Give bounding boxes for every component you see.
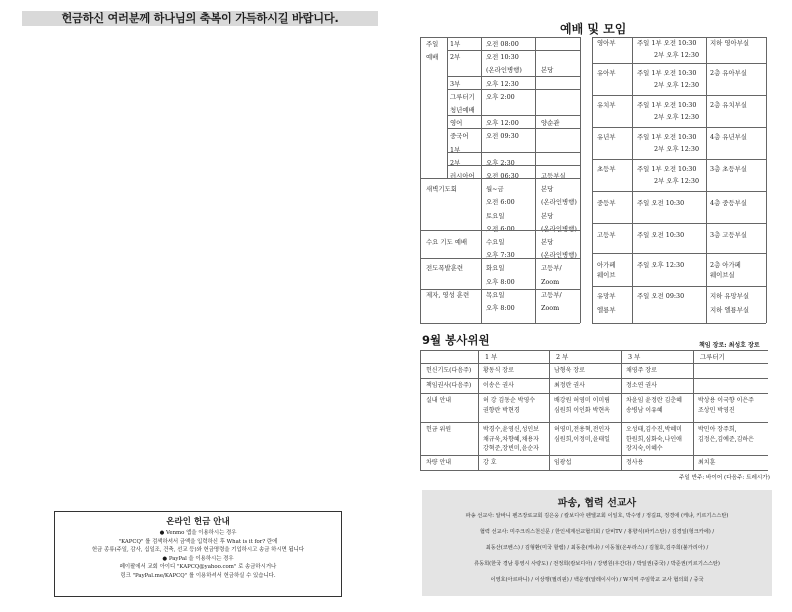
online-offering-line: 헌금 종류(주일, 감사, 십일조, 건축, 선교 등)와 헌금명령을 기입하시고 송금 하시면 됩니다 (91, 547, 305, 554)
volunteer-cell: 남형욱 장로 (554, 367, 585, 374)
mission-line: 이영호(아르파니) / 이상행(필리핀) / 백운영(알레이시아) / W지역 주임학교 교사 협의회 / 중국 (490, 577, 704, 583)
worship-cell: 유아부 (597, 69, 616, 77)
worship-cell: 3부 (450, 79, 461, 88)
worship-cell: 오전 06:30 (486, 172, 519, 180)
volunteer-header: 3 부 (628, 353, 641, 361)
table-rule (592, 286, 766, 287)
mission-line: 최동산(코벤스) / 김형환(미국 할렘) / 최동훈(케냐) / 이동철(온두라스) / 김철호,김주희(불가리아) / (485, 545, 709, 551)
online-offering-line: ● PayPal 을 이용하시는 경우 (162, 555, 234, 562)
worship-cell: 중등부 (597, 199, 616, 207)
worship-cell: 주일 오전 10:30 (637, 231, 685, 239)
table-rule (632, 37, 633, 323)
worship-cell: 웨이브실 (710, 271, 735, 279)
volunteer-header: 그루터기 (700, 353, 725, 361)
volunteer-cell: 정사용 (626, 459, 644, 466)
worship-cell: 고등부실 (541, 172, 566, 180)
volunteer-cell: 이송은 권사 (483, 382, 514, 389)
volunteer-cell: 임광섭 (554, 459, 572, 466)
worship-cell: 오후 7:30 (486, 251, 515, 260)
table-rule (420, 455, 768, 456)
worship-cell: 오후 8:00 (486, 277, 515, 286)
table-rule (447, 89, 580, 90)
table-rule (693, 350, 694, 470)
worship-cell: 제자, 영성 훈련 (426, 290, 470, 299)
worship-cell: 오전 6:00 (486, 224, 515, 233)
worship-cell: 주일 1부 오전 10:30 (637, 69, 697, 77)
worship-cell: 2부 (450, 53, 461, 62)
table-rule (420, 289, 580, 290)
worship-cell: 2부 오후 12:30 (654, 81, 700, 89)
table-rule (549, 350, 550, 470)
volunteer-cell: 강 호 (483, 459, 497, 466)
volunteer-row-label: 책임권사(다음주) (426, 382, 472, 389)
worship-cell: (온라인병행) (541, 251, 577, 260)
worship-cell: 아가페 (597, 261, 616, 269)
worship-cell: 오후 12:00 (486, 119, 519, 128)
worship-cell: 오전 10:30 (486, 53, 519, 62)
worship-cell: 고등부/ (541, 290, 562, 299)
worship-cell: 주일 1부 오전 10:30 (637, 165, 697, 173)
online-offering-line: ● Venmo 앱을 이용하시는 경우 (159, 530, 237, 536)
online-offering-line: "KAPCQ" 를 검색하셔서 금액을 입력하신 후 What is it for? 란에 (118, 538, 278, 545)
table-rule (420, 350, 768, 351)
worship-cell: 화요일 (486, 264, 505, 273)
table-rule (420, 422, 768, 423)
worship-cell: Zoom (541, 304, 560, 312)
worship-cell: 주일 1부 오전 10:30 (637, 101, 697, 109)
worship-cell: 2부 오후 12:30 (654, 51, 700, 59)
missionaries-box (422, 490, 772, 596)
table-rule (420, 363, 768, 364)
table-rule (592, 253, 766, 254)
worship-cell: 본당 (541, 185, 554, 194)
worship-cell: 토요일 (486, 211, 505, 220)
volunteer-cell: 배강원 허영미 이미림 심원희 이인화 박현옥 (554, 397, 610, 414)
table-rule (766, 37, 767, 323)
table-rule (621, 350, 622, 470)
worship-cell: 오후 2:00 (486, 92, 515, 101)
table-rule (420, 258, 580, 259)
table-rule (580, 37, 581, 323)
worship-cell: 4층 중등부실 (710, 199, 747, 207)
mission-line: 파송 선교사: 알바니 펜즈장로교회 김은웅 / 칼보디아 펜엘교회 이일호, 박수영 / 정길표, 정경애 (케냐, 키르기스스탄) (465, 513, 729, 519)
worship-cell: 1부 (450, 145, 461, 154)
worship-cell: 그루터기 (450, 92, 475, 101)
worship-cell: 엘룡부 (597, 306, 616, 314)
table-rule (420, 470, 768, 471)
volunteer-cell: 차윤임 윤정란 김춘혜 송병남 이유혜 (626, 397, 682, 414)
worship-cell: 본당 (541, 238, 554, 246)
table-rule (420, 178, 580, 179)
worship-cell: 초등부 (597, 165, 616, 173)
worship-cell: 2층 유아부실 (710, 69, 747, 77)
responsible-elder: 책임 장로: 최성호 장로 (699, 342, 760, 349)
mission-line: 류동희(한국 경남 통영시 사량도) / 전정희(캄보디아) / 강병원(우간다) / 박일권(중국) / 박준권(키르기스스탄) (474, 561, 720, 567)
volunteer-row-label: 헌금 위원 (426, 426, 452, 433)
volunteer-header: 2 부 (556, 353, 569, 361)
table-rule (592, 127, 766, 128)
online-offering-line: 링크 "PayPal.me/KAPCQ" 를 이용하셔서 헌금하실 수 있습니다. (120, 572, 276, 579)
volunteer-header: 1 부 (485, 353, 498, 361)
table-rule (535, 37, 536, 323)
worship-cell: Zoom (541, 277, 560, 286)
table-rule (447, 115, 580, 116)
table-rule (706, 37, 707, 323)
worship-cell: 2부 오후 12:30 (654, 145, 700, 153)
table-rule (592, 63, 766, 64)
worship-cell: 2부 (450, 158, 461, 167)
table-rule (592, 223, 766, 224)
volunteer-cell: 정소연 권사 (626, 382, 657, 389)
worship-cell: 지하 영아부실 (710, 39, 750, 47)
volunteer-row-label: 실내 안내 (426, 397, 452, 404)
worship-cell: 유년부 (597, 133, 616, 141)
worship-cell: (온라인병행) (541, 198, 577, 207)
volunteer-cell: 황동식 장로 (483, 367, 514, 374)
offering-blessing-banner: 헌금하신 여러분께 하나님의 축복이 가득하시길 바랍니다. (22, 11, 378, 26)
worship-cell: 주일 오전 09:30 (637, 292, 685, 300)
worship-cell: 목요일 (486, 290, 505, 299)
volunteer-cell: 최정란 권사 (554, 382, 585, 389)
online-offering-line: 페이팔에서 교회 아이디 "KAPCQ@yahoo.com" 로 송금하시거나 (119, 564, 277, 571)
table-rule (420, 323, 580, 324)
worship-cell: 2층 아가페 (710, 261, 741, 269)
volunteers-section-title: 9월 봉사위원 (422, 333, 490, 347)
worship-cell: 지하 유망부실 (710, 292, 750, 300)
volunteer-cell: 허 강 김동순 박영수 권향란 박현경 (483, 397, 536, 414)
online-offering-title: 온라인 헌금 안내 (166, 517, 230, 527)
worship-cell: 오후 8:00 (486, 304, 515, 312)
worship-cell: 유치부 (597, 101, 616, 109)
worship-section-title: 예배 및 모임 (560, 22, 627, 36)
worship-cell: 2층 유치부실 (710, 101, 747, 109)
worship-cell: 웨이브 (597, 271, 616, 279)
worship-cell: 4층 유년부실 (710, 133, 747, 141)
worship-cell: 청년예배 (450, 106, 475, 114)
worship-cell: 오후 2:30 (486, 158, 515, 167)
worship-cell: 전도폭발훈련 (426, 264, 464, 273)
worship-cell: 주일 1부 오전 10:30 (637, 39, 697, 47)
volunteer-cell: 박경수,윤영신,성인보 채규욱,차향혜,채용자 강혁준,장빈미,윤순자 (483, 426, 539, 452)
worship-cell: 수요일 (486, 238, 505, 246)
missionaries-title: 파송, 협력 선교사 (557, 498, 637, 509)
worship-cell: (온라인병행) (541, 224, 577, 233)
worship-cell: 영어 (450, 119, 463, 128)
worship-cell: 오전 09:30 (486, 132, 519, 141)
table-rule (592, 37, 766, 38)
worship-cell: 유망부 (597, 292, 616, 300)
worship-cell: 오전 08:00 (486, 40, 519, 48)
volunteer-cell: 박민아 장주희, 김정은,김예준,김하은 (698, 426, 754, 443)
worship-cell: 지하 엘룡부실 (710, 306, 750, 314)
worship-cell: 월~금 (486, 185, 504, 194)
table-rule (447, 76, 580, 77)
table-rule (592, 323, 766, 324)
worship-cell: 3층 초등부실 (710, 165, 747, 173)
table-rule (481, 37, 482, 323)
table-rule (447, 165, 580, 166)
worship-cell: 본당 (541, 211, 554, 220)
organist-note: 주일 반주: 바이어 (다음주: 트레시가) (679, 475, 770, 481)
online-offering-box (54, 511, 342, 597)
worship-cell: 주일 오전 10:30 (637, 199, 685, 207)
worship-cell: 수요 기도 예배 (426, 238, 468, 246)
worship-cell: 2부 오후 12:30 (654, 177, 700, 185)
mission-line: 협력 선교사: 미주크리스천신문 / 한인세계선교협의회 / 단비TV / 홍향식(파키스탄) / 김경일(헝크카에) / (479, 529, 715, 535)
worship-cell: 1부 (450, 40, 461, 48)
worship-cell: 본당 (541, 66, 554, 75)
table-rule (592, 159, 766, 160)
volunteer-cell: 허영미,전용혁,전인자 심원희,이정미,윤태일 (554, 426, 610, 443)
table-rule (420, 378, 768, 379)
table-rule (478, 350, 479, 470)
table-rule (420, 37, 421, 323)
volunteer-cell: 채영주 장로 (626, 367, 657, 374)
table-rule (447, 152, 580, 153)
worship-cell: 새벽기도회 (426, 185, 457, 194)
worship-cell: 오전 6:00 (486, 198, 515, 207)
table-rule (420, 393, 768, 394)
worship-cell: 고등부/ (541, 264, 562, 273)
table-rule (592, 95, 766, 96)
volunteer-row-label: 헌신기도(다음주) (426, 367, 472, 374)
table-rule (592, 37, 593, 323)
table-rule (420, 37, 580, 38)
table-rule (447, 128, 580, 129)
volunteer-cell: 박상용 이국향 이은주 조상민 박영진 (698, 397, 754, 414)
worship-cell: 주일 오후 12:30 (637, 261, 685, 269)
worship-cell: 영아부 (597, 39, 616, 47)
table-rule (420, 350, 421, 470)
worship-cell: 고등부 (597, 231, 616, 239)
worship-cell: 예배 (426, 53, 439, 62)
worship-cell: 3층 고등부실 (710, 231, 747, 239)
table-rule (420, 230, 580, 231)
worship-cell: 2부 오후 12:30 (654, 113, 700, 121)
worship-cell: 주일 (426, 40, 439, 48)
worship-cell: 주일 1부 오전 10:30 (637, 133, 697, 141)
volunteer-row-label: 차량 안내 (426, 459, 452, 466)
table-rule (447, 50, 580, 51)
worship-cell: 러시아어 (450, 172, 475, 180)
volunteer-cell: 오성태,김수진,박혜미 한원희,심화숙,나인애 장지숙,이혜수 (626, 426, 682, 452)
table-rule (592, 191, 766, 192)
worship-cell: (온라인병행) (486, 66, 522, 75)
worship-cell: 중국어 (450, 132, 469, 141)
worship-cell: 양순관 (541, 119, 560, 128)
table-rule (447, 37, 448, 178)
volunteer-cell: 최치훈 (698, 459, 716, 466)
worship-cell: 오후 12:30 (486, 79, 519, 88)
